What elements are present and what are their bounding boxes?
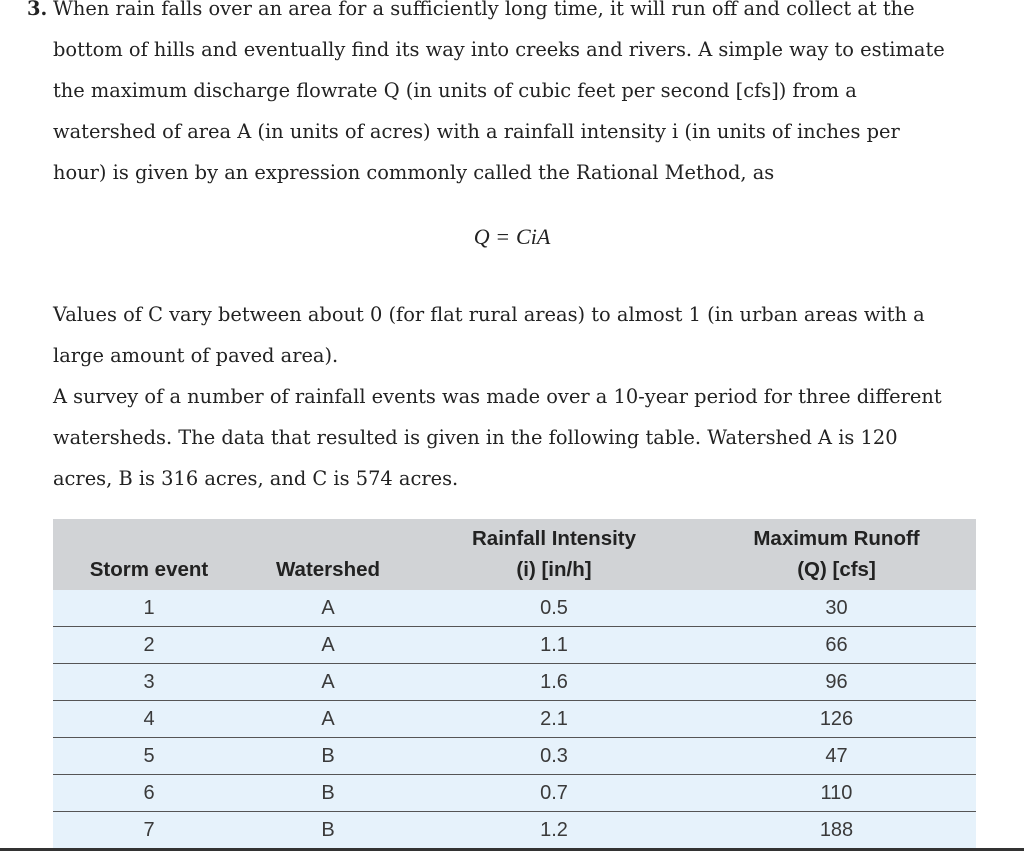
cell-storm-event: 5 (53, 738, 245, 775)
cell-watershed: B (245, 738, 411, 775)
equation-lhs: Q (473, 224, 490, 249)
table-row (53, 627, 976, 664)
problem-line: bottom of hills and eventually find its way into creeks and rivers. A simple way to estimate (53, 38, 945, 61)
survey-paragraph (53, 376, 1003, 499)
table-header-row (53, 519, 976, 590)
cell-rainfall-intensity: 1.1 (411, 627, 697, 664)
table-row (53, 812, 976, 849)
rational-method-equation (0, 224, 1024, 250)
cell-rainfall-intensity: 1.2 (411, 812, 697, 849)
cell-maximum-runoff: 110 (697, 775, 976, 812)
cell-watershed: A (245, 590, 411, 627)
table-row (53, 775, 976, 812)
cell-maximum-runoff: 126 (697, 701, 976, 738)
survey-line: acres, B is 316 acres, and C is 574 acres. (53, 467, 459, 490)
cell-maximum-runoff: 188 (697, 812, 976, 849)
header-rainfall-intensity (411, 519, 697, 590)
rainfall-data-table (53, 519, 976, 848)
header-line1: Rainfall Intensity (471, 527, 637, 550)
cell-watershed: A (245, 701, 411, 738)
header-line1: Maximum Runoff (753, 527, 920, 550)
cell-watershed: A (245, 627, 411, 664)
cell-storm-event: 1 (53, 590, 245, 627)
values-section (53, 294, 1003, 499)
problem-line: When rain falls over an area for a sufficiently long time, it will run off and collect at the (53, 0, 915, 20)
equation-rhs: CiA (516, 224, 551, 249)
header-line2: Watershed (275, 558, 381, 581)
values-line: Values of C vary between about 0 (for flat rural areas) to almost 1 (in urban areas with a (53, 303, 925, 326)
cell-maximum-runoff: 47 (697, 738, 976, 775)
cell-rainfall-intensity: 0.3 (411, 738, 697, 775)
survey-line: A survey of a number of rainfall events was made over a 10-year period for three different (53, 385, 942, 408)
cell-maximum-runoff: 96 (697, 664, 976, 701)
table-row (53, 664, 976, 701)
problem-number: 3. (27, 0, 48, 20)
header-line2: (Q) [cfs] (797, 558, 876, 581)
cell-storm-event: 3 (53, 664, 245, 701)
equation-sign: = (496, 224, 510, 249)
values-line: large amount of paved area). (53, 344, 339, 367)
problem-paragraph (53, 0, 993, 193)
cell-storm-event: 6 (53, 775, 245, 812)
cell-rainfall-intensity: 0.5 (411, 590, 697, 627)
cell-rainfall-intensity: 0.7 (411, 775, 697, 812)
header-storm-event (53, 519, 245, 590)
survey-line: watersheds. The data that resulted is given in the following table. Watershed A is 120 (53, 426, 898, 449)
problem-line: watershed of area A (in units of acres) with a rainfall intensity i (in units of inches per (53, 120, 900, 143)
table-row (53, 590, 976, 627)
header-watershed (245, 519, 411, 590)
cell-watershed: B (245, 812, 411, 849)
header-maximum-runoff (697, 519, 976, 590)
table-row (53, 738, 976, 775)
cell-maximum-runoff: 30 (697, 590, 976, 627)
cell-rainfall-intensity: 1.6 (411, 664, 697, 701)
header-line2: Storm event (89, 558, 209, 581)
cell-storm-event: 2 (53, 627, 245, 664)
problem-line: the maximum discharge flowrate Q (in units of cubic feet per second [cfs]) from a (53, 79, 857, 102)
values-paragraph (53, 294, 1003, 376)
cell-watershed: B (245, 775, 411, 812)
cell-maximum-runoff: 66 (697, 627, 976, 664)
header-line2: (i) [in/h] (516, 558, 592, 581)
cell-storm-event: 4 (53, 701, 245, 738)
cell-storm-event: 7 (53, 812, 245, 849)
problem-line: hour) is given by an expression commonly called the Rational Method, as (53, 161, 775, 184)
problem-statement (27, 0, 993, 193)
cell-watershed: A (245, 664, 411, 701)
cell-rainfall-intensity: 2.1 (411, 701, 697, 738)
table-row (53, 701, 976, 738)
